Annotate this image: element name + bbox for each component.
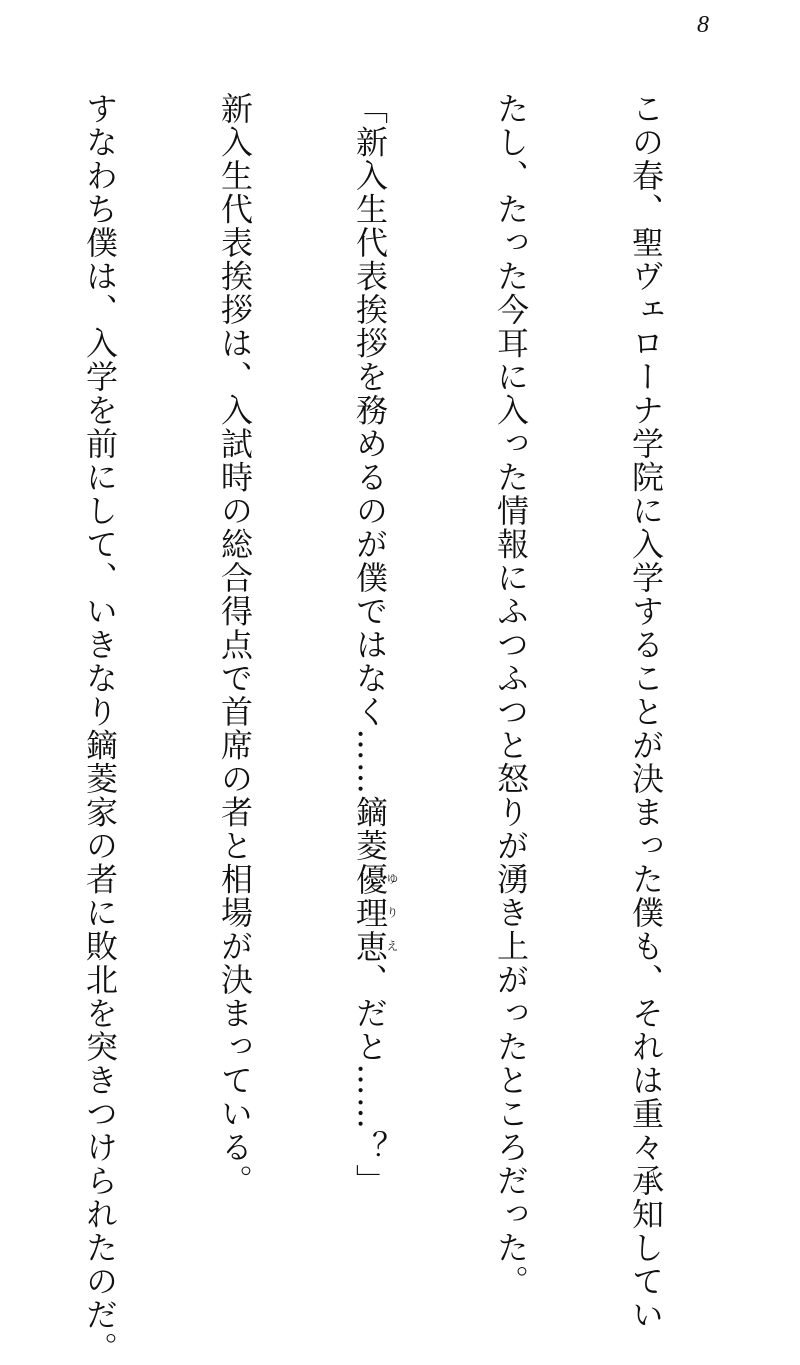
text-line-5: すなわち僕は、入学を前にして、いきなり鏑菱家の者に敗北を突きつけられたのだ。	[81, 92, 119, 1365]
page-number: 8	[697, 12, 709, 38]
text-line-2: たし、たった今耳に入った情報にふつふつと怒りが湧き上がったところだった。	[492, 92, 530, 1298]
text-line-3: 「新入生代表挨拶を務めるのが僕ではなく……鏑菱優理恵ゆりえ、だと……？」	[351, 92, 399, 1198]
text-line-1: この春、聖ヴェローナ学院に入学することが決まった僕も、それは重々承知してい	[627, 92, 665, 1332]
vertical-text-body	[0, 92, 758, 1365]
text-line-4: 新入生代表挨拶は、入試時の総合得点で首席の者と相場が決まっている。	[216, 92, 254, 1198]
ruby-yurie: 優理恵ゆりえ	[351, 862, 399, 963]
